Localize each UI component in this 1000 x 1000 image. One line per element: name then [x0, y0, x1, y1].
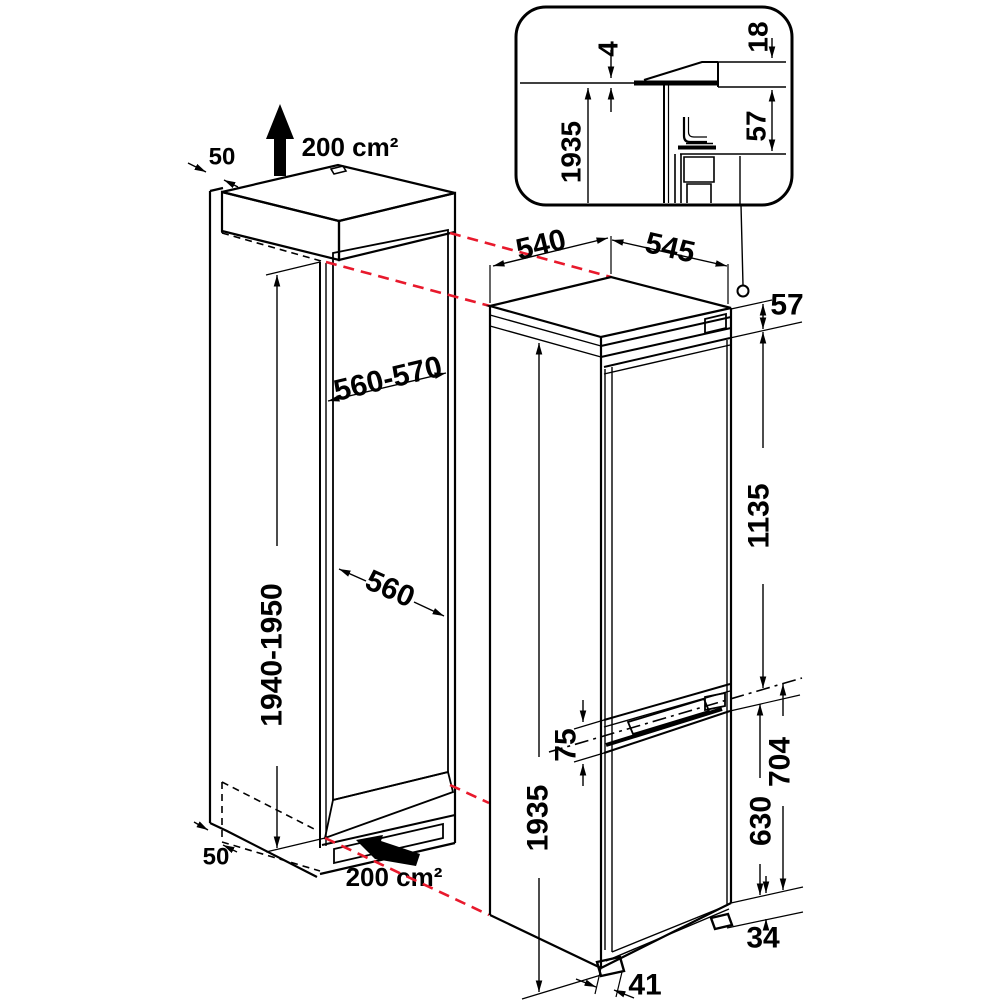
dim-label-inset-1935: 1935: [555, 120, 587, 184]
cabinet-top-front-right-face: [339, 193, 455, 260]
dim-label-depth-545: 545: [641, 226, 699, 270]
dim-label-niche-width: 560-570: [330, 350, 446, 408]
hidden-edge-dashes: [222, 194, 321, 871]
niche-floor: [325, 772, 453, 838]
appliance-drawing: [490, 223, 804, 1000]
dim-560-line-b: [414, 602, 444, 616]
detail-angle-bracket: [684, 117, 707, 142]
dim-label-overlap-75: 75: [549, 728, 583, 762]
dim-label-niche-height: 1940-1950: [255, 583, 289, 727]
dim-50-top-arrow-a: [188, 163, 206, 172]
dim-1940-ext-lines: [266, 262, 325, 852]
appliance-thin-lines: [490, 315, 730, 961]
appliance-edge-lines: [601, 317, 731, 753]
dim-label-gap-top-50: 50: [208, 143, 236, 171]
dim-label-plinth-34: 34: [746, 921, 780, 955]
vent-label-bottom: 200 cm²: [345, 862, 443, 892]
dim-label-clearance-57: 57: [740, 110, 772, 142]
detail-angle-bracket-inner: [689, 117, 708, 137]
detail-leader-line: [740, 156, 743, 285]
dim-41-arrow-a: [576, 979, 596, 987]
dim-label-gap-bottom-50: 50: [202, 843, 230, 871]
dim-label-freezer-door-630: 630: [744, 795, 778, 847]
dim-label-niche-depth: 560: [360, 563, 420, 615]
dim-label-top-gap-57: 57: [770, 288, 804, 322]
dim-label-fridge-door-1135: 1135: [742, 483, 776, 549]
vent-label-top: 200 cm²: [301, 132, 399, 162]
door-handle-and-hinge-details: [628, 314, 726, 734]
projection-lines-red: [325, 233, 611, 915]
airflow-up-arrow: [266, 104, 294, 176]
dim-label-recess-41: 41: [628, 968, 662, 1000]
dim-label-flange-4: 4: [592, 41, 624, 57]
cabinet-niche: [188, 104, 455, 892]
appliance-feet: [597, 914, 732, 976]
appliance-body-outline: [490, 306, 731, 968]
niche-back-panel: [330, 230, 448, 800]
dim-50-bottom-arrow-a: [194, 822, 208, 830]
dim-560-line-a: [339, 569, 366, 581]
dimension-extension-lines: [490, 236, 803, 999]
dim-50-top-arrow-b: [224, 180, 238, 187]
detail-appliance-parts: [675, 154, 714, 203]
detail-callout-circle: [738, 286, 749, 297]
appliance-top-face: [490, 277, 731, 337]
dim-label-overhang-18: 18: [742, 21, 774, 53]
dim-label-height-1935: 1935: [521, 784, 555, 852]
dim-label-lower-704: 704: [763, 736, 797, 788]
dim-label-width-540: 540: [512, 223, 570, 267]
